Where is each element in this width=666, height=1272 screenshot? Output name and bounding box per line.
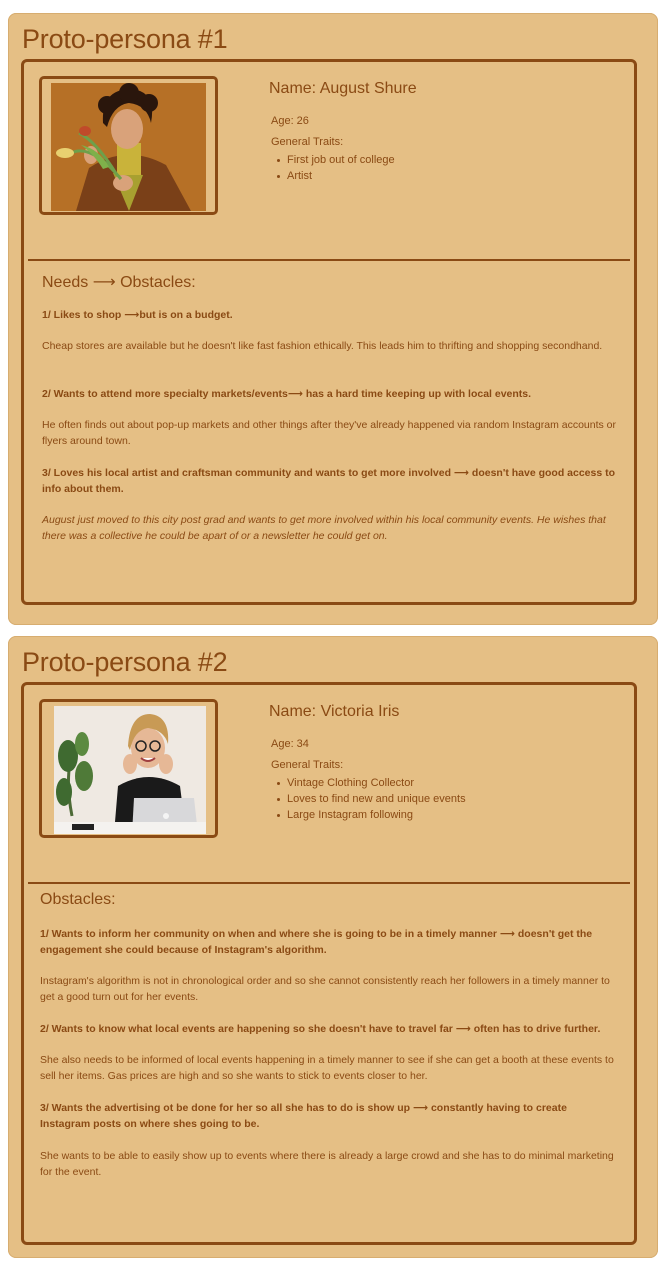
persona-name: Name: Victoria Iris — [269, 703, 400, 720]
trait-item: Vintage Clothing Collector — [271, 775, 466, 791]
persona-card-1 — [8, 13, 658, 625]
persona-card-2 — [8, 636, 658, 1258]
need-body-3: August just moved to this city post grad and wants to get more involved within his local community events. He wishes that there was a collective he could be apart of or a newsletter he could get on. — [42, 514, 606, 542]
obstacle-body-2: She also needs to be informed of local events happening in a timely manner to see if she can get a booth at these events to sell her items. Gas prices are high and so she wants to stick to events closer to her. — [40, 1054, 614, 1082]
persona-name: Name: August Shure — [269, 80, 417, 97]
persona-photo — [51, 83, 206, 211]
traits-label: General Traits: — [271, 136, 344, 148]
obstacle-heading-2: 2/ Wants to know what local events are happening so she doesn't have to travel far ⟶ often has to drive further. — [40, 1023, 601, 1035]
persona-age: Age: 34 — [271, 738, 309, 750]
traits-list — [271, 775, 466, 823]
obstacle-heading-3: 3/ Wants the advertising ot be done for her so all she has to do is show up ⟶ constantly having to create Instagram posts on where shes going to be. — [40, 1102, 567, 1130]
traits-label: General Traits: — [271, 759, 344, 771]
obstacle-body-3: She wants to be able to easily show up to events where there is already a large crowd and she has to do minimal marketing for the event. — [40, 1150, 614, 1178]
need-body-2: He often finds out about pop-up markets and other things after they've already happened via random Instagram accounts or flyers around town. — [42, 419, 617, 447]
section-title: Obstacles: — [40, 891, 116, 908]
card-title: Proto-persona #2 — [22, 647, 228, 677]
obstacle-heading-1: 1/ Wants to inform her community on when and where she is going to be in a timely manner ⟶ doesn't get the engagement she could because of Instagram's algorithm. — [40, 928, 593, 956]
trait-item: Large Instagram following — [271, 807, 466, 823]
need-body-1: Cheap stores are available but he doesn't like fast fashion ethically. This leads him to thrifting and shopping secondhand. — [42, 340, 603, 352]
persona-age: Age: 26 — [271, 115, 309, 127]
section-divider — [28, 882, 630, 884]
need-heading-3: 3/ Loves his local artist and craftsman community and wants to get more involved ⟶ doesn't have good access to info about them. — [42, 467, 616, 495]
persona-photo-frame — [39, 699, 218, 838]
need-heading-2: 2/ Wants to attend more specialty markets/events⟶ has a hard time keeping up with local events. — [42, 388, 532, 400]
obstacle-body-1: Instagram's algorithm is not in chronological order and so she cannot consistently reach her followers in a timely manner to get a good turn out for her events. — [40, 975, 610, 1003]
card-title: Proto-persona #1 — [22, 24, 228, 54]
trait-item: Artist — [271, 168, 395, 184]
trait-item: Loves to find new and unique events — [271, 791, 466, 807]
section-divider — [28, 259, 630, 261]
traits-list — [271, 152, 395, 184]
need-heading-1: 1/ Likes to shop ⟶but is on a budget. — [42, 309, 233, 321]
section-title: Needs ⟶ Obstacles: — [42, 274, 196, 291]
persona-photo — [54, 706, 206, 834]
trait-item: First job out of college — [271, 152, 395, 168]
persona-photo-frame — [39, 76, 218, 215]
